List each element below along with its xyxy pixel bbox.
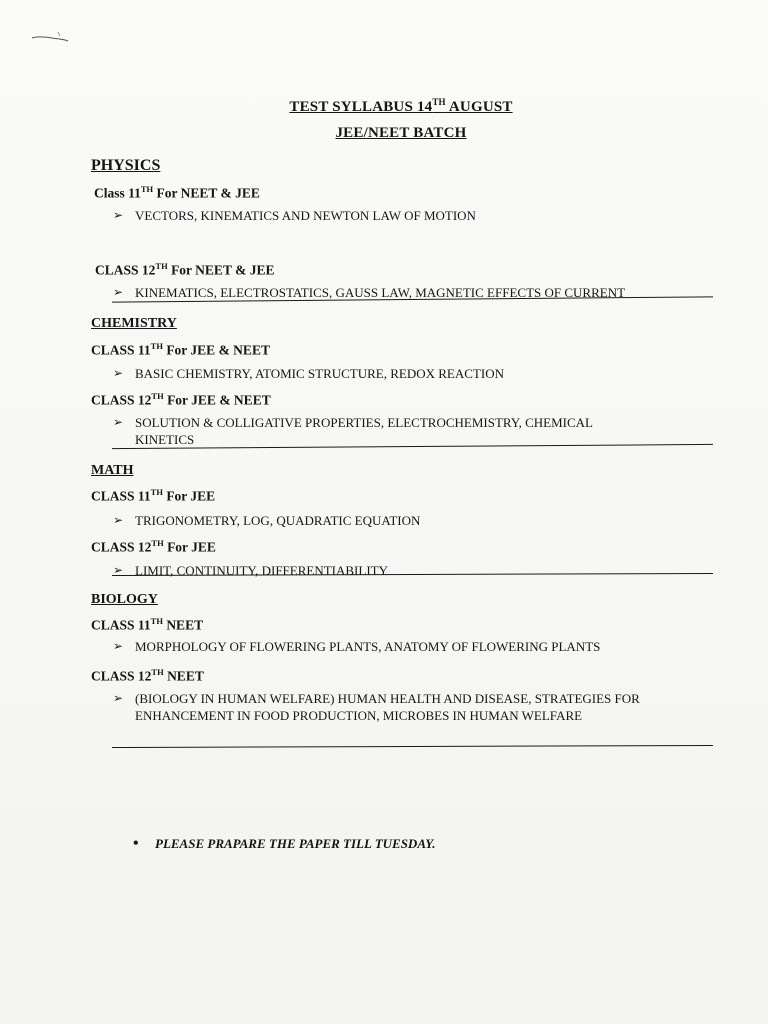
footer-note: • PLEASE PRAPARE THE PAPER TILL TUESDAY. [133, 835, 436, 852]
bullet-icon: • [133, 835, 139, 852]
class-12-heading-chemistry: CLASS 12TH For JEE & NEET [91, 391, 271, 408]
class-11-heading-physics: Class 11TH For NEET & JEE [94, 184, 260, 201]
pen-mark [30, 30, 70, 44]
arrow-bullet-icon: ➢ [113, 415, 124, 429]
syllabus-item-math-11: ➢ TRIGONOMETRY, LOG, QUADRATIC EQUATION [113, 513, 421, 528]
class-11-heading-biology: CLASS 11TH NEET [91, 616, 204, 633]
arrow-bullet-icon: ➢ [113, 691, 124, 705]
arrow-bullet-icon: ➢ [113, 285, 124, 299]
section-heading-math: MATH [91, 463, 134, 478]
syllabus-item-biology-12: ➢ (BIOLOGY IN HUMAN WELFARE) HUMAN HEALTH AND DISEASE, STRATEGIES FOR ENHANCEMENT IN FOOD PRODUCTION, MICROBES IN HUMAN WELFARE [113, 691, 640, 723]
class-12-heading-biology: CLASS 12TH NEET [91, 667, 204, 684]
arrow-bullet-icon: ➢ [113, 366, 124, 380]
syllabus-item-biology-11: ➢ MORPHOLOGY OF FLOWERING PLANTS, ANATOMY OF FLOWERING PLANTS [113, 639, 601, 654]
section-heading-biology: BIOLOGY [91, 592, 158, 607]
divider-line [112, 745, 713, 748]
arrow-bullet-icon: ➢ [113, 513, 124, 527]
syllabus-item-chemistry-12: ➢ SOLUTION & COLLIGATIVE PROPERTIES, ELECTROCHEMISTRY, CHEMICAL KINETICS [113, 415, 593, 447]
arrow-bullet-icon: ➢ [113, 563, 124, 577]
arrow-bullet-icon: ➢ [113, 639, 124, 653]
syllabus-item-physics-11: ➢ VECTORS, KINEMATICS AND NEWTON LAW OF MOTION [113, 208, 476, 223]
class-11-heading-chemistry: CLASS 11TH For JEE & NEET [91, 341, 270, 358]
document-title: TEST SYLLABUS 14TH AUGUST [289, 97, 513, 115]
class-11-heading-math: CLASS 11TH For JEE [91, 487, 216, 504]
class-12-heading-physics: CLASS 12TH For NEET & JEE [95, 261, 275, 278]
syllabus-item-math-12: ➢ LIMIT, CONTINUITY, DIFFERENTIABILITY [113, 563, 388, 578]
section-heading-physics: PHYSICS [91, 157, 161, 174]
syllabus-item-physics-12: ➢ KINEMATICS, ELECTROSTATICS, GAUSS LAW, MAGNETIC EFFECTS OF CURRENT [113, 285, 626, 300]
arrow-bullet-icon: ➢ [113, 208, 124, 222]
class-12-heading-math: CLASS 12TH For JEE [91, 538, 216, 555]
document-subtitle: JEE/NEET BATCH [335, 125, 467, 141]
syllabus-item-chemistry-11: ➢ BASIC CHEMISTRY, ATOMIC STRUCTURE, REDOX REACTION [113, 366, 504, 381]
section-heading-chemistry: CHEMISTRY [91, 316, 177, 331]
